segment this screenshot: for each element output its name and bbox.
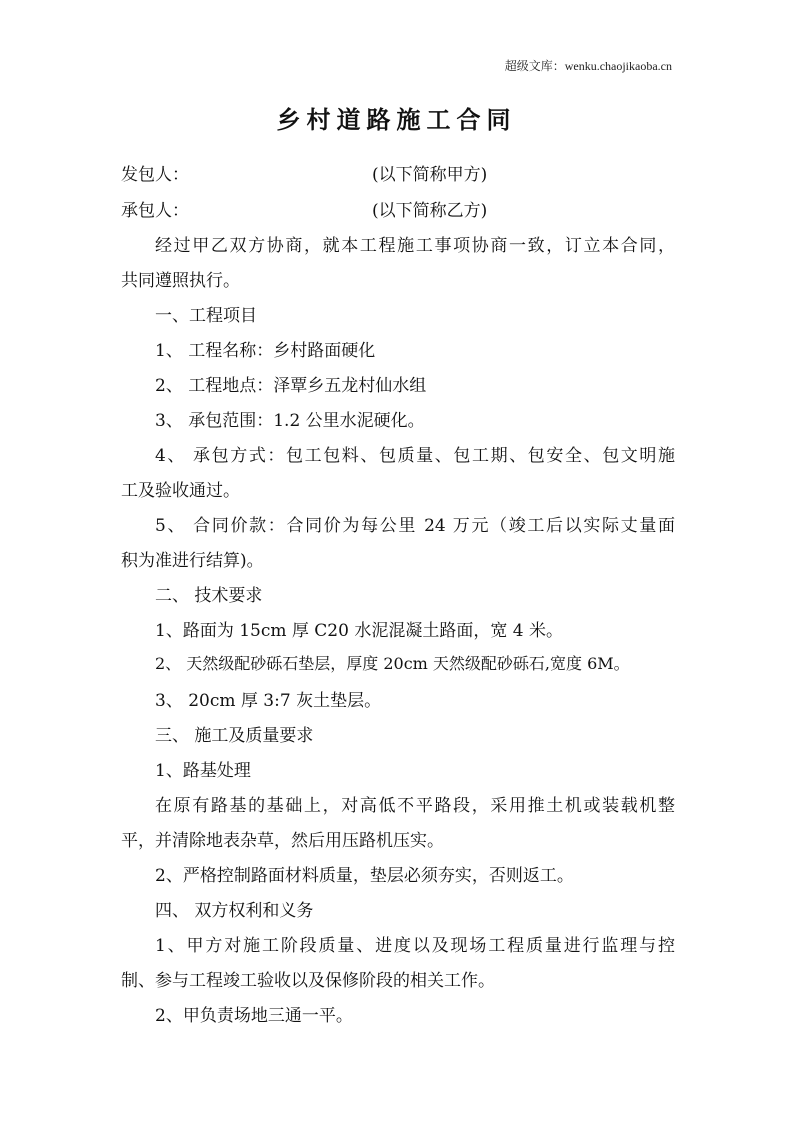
item-1-5-line-1: 5、 合同价款：合同价为每公里 24 万元（竣工后以实际丈量面 bbox=[155, 516, 675, 536]
item-1-2: 2、 工程地点：泽覃乡五龙村仙水组 bbox=[155, 376, 427, 396]
item-2-3: 3、 20cm 厚 3:7 灰土垫层。 bbox=[155, 691, 382, 711]
intro-line-1: 经过甲乙双方协商，就本工程施工事项协商一致，订立本合同， bbox=[155, 236, 675, 256]
party-b-row bbox=[121, 196, 488, 221]
item-3-1-line-2: 平，并清除地表杂草，然后用压路机压实。 bbox=[121, 831, 444, 851]
item-2-2: 2、 天然级配砂砾石垫层，厚度 20cm 天然级配砂砾石,宽度 6M。 bbox=[155, 654, 630, 673]
section-4-heading: 四、 双方权利和义务 bbox=[155, 901, 314, 921]
section-2-heading: 二、 技术要求 bbox=[155, 586, 263, 606]
item-3-1-heading: 1、路基处理 bbox=[155, 761, 251, 781]
item-1-3: 3、 承包范围：1.2 公里水泥硬化。 bbox=[155, 411, 425, 431]
item-4-1-line-1: 1、甲方对施工阶段质量、进度以及现场工程质量进行监理与控 bbox=[155, 936, 675, 956]
section-3-heading: 三、 施工及质量要求 bbox=[155, 726, 314, 746]
item-3-1-line-1: 在原有路基的基础上，对高低不平路段，采用推土机或装载机整 bbox=[155, 796, 675, 816]
item-1-4-line-1: 4、 承包方式：包工包料、包质量、包工期、包安全、包文明施 bbox=[155, 446, 675, 466]
item-2-1: 1、路面为 15cm 厚 C20 水泥混凝土路面，宽 4 米。 bbox=[155, 621, 563, 641]
item-1-5-line-2: 积为准进行结算)。 bbox=[121, 551, 264, 571]
item-3-2: 2、严格控制路面材料质量，垫层必须夯实，否则返工。 bbox=[155, 866, 574, 886]
party-a-label: 发包人： bbox=[121, 165, 189, 185]
site-header: 超级文库：wenku.chaojikaoba.cn bbox=[504, 59, 672, 73]
intro-line-2: 共同遵照执行。 bbox=[121, 271, 240, 291]
party-b-label: 承包人： bbox=[121, 201, 189, 221]
item-1-4-line-2: 工及验收通过。 bbox=[121, 481, 240, 501]
party-a-note: (以下简称甲方) bbox=[372, 165, 488, 185]
party-b-note: (以下简称乙方) bbox=[372, 201, 488, 221]
item-4-2: 2、甲负责场地三通一平。 bbox=[155, 1006, 353, 1026]
item-4-1-line-2: 制、参与工程竣工验收以及保修阶段的相关工作。 bbox=[121, 971, 495, 991]
item-1-1: 1、 工程名称：乡村路面硬化 bbox=[155, 341, 376, 361]
document-title: 乡村道路施工合同 bbox=[276, 105, 517, 134]
party-a-row bbox=[121, 160, 488, 185]
section-1-heading: 一、工程项目 bbox=[155, 306, 257, 326]
